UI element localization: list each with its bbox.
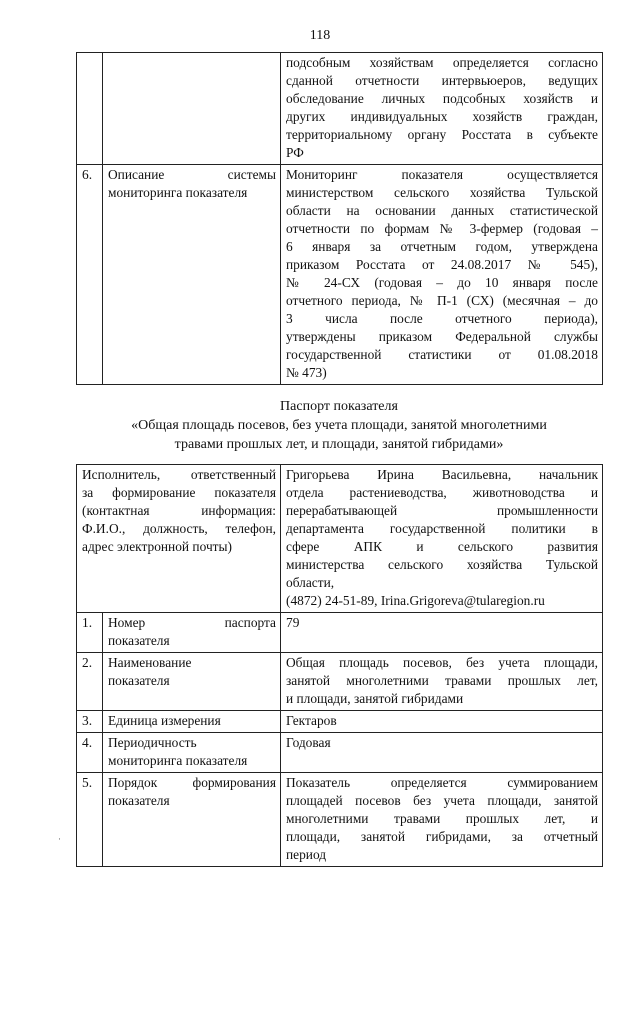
- text-line: отчетности по формам № 3-фермер (годовая –: [286, 221, 598, 236]
- table-row: [77, 613, 603, 653]
- value-cell: [281, 165, 603, 385]
- text-line: № 473): [286, 365, 327, 380]
- label-line: Номер паспорта: [108, 615, 276, 630]
- text-line: и площади, занятой гибридами: [286, 691, 464, 706]
- text-line: 79: [286, 615, 300, 630]
- label-line: Единица измерения: [108, 713, 221, 728]
- label-cell: [103, 613, 281, 653]
- label-line: показателя: [108, 793, 170, 808]
- text-line: РФ: [286, 145, 304, 160]
- label-line: Описание системы: [108, 167, 276, 182]
- text-line: территориальному органу Росстата в субъекте: [286, 127, 598, 142]
- text-line: многолетними травами прошлых лет, и: [286, 811, 598, 826]
- text-line: министерства сельского хозяйства Тульской: [286, 557, 598, 572]
- text-line: Мониторинг показателя осуществляется: [286, 167, 598, 182]
- label-cell: [103, 165, 281, 385]
- label-line: показателя: [108, 673, 170, 688]
- row-number: 4.: [77, 733, 103, 773]
- table-row: [77, 773, 603, 867]
- row-number: 2.: [77, 653, 103, 711]
- text-line: Григорьева Ирина Васильевна, начальник: [286, 467, 598, 482]
- label-line: Наименование: [108, 655, 192, 670]
- text-line: подсобным хозяйствам определяется согласно: [286, 55, 598, 70]
- passport-title: [76, 397, 602, 454]
- text-line: области на основании данных статистической: [286, 203, 598, 218]
- passport-subtitle-line: травами прошлых лет, и площади, занятой гибридами»: [174, 437, 504, 452]
- label-cell: [103, 773, 281, 867]
- text-line: обследование личных подсобных хозяйств и: [286, 91, 598, 106]
- text-line: области,: [286, 575, 335, 590]
- passport-heading: Паспорт показателя: [280, 399, 398, 414]
- value-cell: [281, 733, 603, 773]
- text-line: (4872) 24-51-89, Irina.Grigoreva@tularegion.ru: [286, 593, 545, 608]
- value-cell: [281, 613, 603, 653]
- label-cell: [103, 53, 281, 165]
- text-line: государственной статистики от 01.08.2018: [286, 347, 598, 362]
- passport-subtitle-line: «Общая площадь посевов, без учета площади, занятой многолетними: [131, 418, 547, 433]
- row-number: 3.: [77, 711, 103, 733]
- text-line: сданной отчетности интервьюеров, ведущих: [286, 73, 598, 88]
- text-line: Годовая: [286, 735, 331, 750]
- value-cell: [281, 773, 603, 867]
- continuation-table: [76, 52, 603, 385]
- text-line: отдела растениеводства, животноводства и: [286, 485, 598, 500]
- scan-mark: ·: [58, 834, 61, 844]
- text-line: Показатель определяется суммированием: [286, 775, 598, 790]
- text-line: утверждены приказом Федеральной службы: [286, 329, 598, 344]
- text-line: приказом Росстата от 24.08.2017 № 545),: [286, 257, 598, 272]
- text-line: Гектаров: [286, 713, 337, 728]
- table-row: [77, 711, 603, 733]
- label-line: показателя: [108, 633, 170, 648]
- table-row: [77, 733, 603, 773]
- label-line: Порядок формирования: [108, 775, 276, 790]
- text-line: площадей посевов без учета площади, занятой: [286, 793, 598, 808]
- label-line: Исполнитель, ответственный: [82, 467, 276, 482]
- label-line: адрес электронной почты): [82, 539, 232, 554]
- text-line: площади, занятой гибридами, за отчетный: [286, 829, 598, 844]
- num-cell: [77, 53, 103, 165]
- passport-table: [76, 464, 603, 867]
- value-cell: [281, 653, 603, 711]
- text-line: занятой многолетними травами прошлых лет,: [286, 673, 598, 688]
- text-line: отчетного периода, № П-1 (СХ) (месячная – до: [286, 293, 598, 308]
- label-line: мониторинга показателя: [108, 185, 248, 200]
- row-number: 1.: [77, 613, 103, 653]
- text-line: 6 января за отчетным годом, утверждена: [286, 239, 598, 254]
- table-row: [77, 653, 603, 711]
- text-line: Общая площадь посевов, без учета площади,: [286, 655, 598, 670]
- table-row: [77, 465, 603, 613]
- text-line: № 24-СХ (годовая – до 10 января после: [286, 275, 598, 290]
- text-line: сфере АПК и сельского развития: [286, 539, 598, 554]
- table-row: [77, 53, 603, 165]
- label-line: мониторинга показателя: [108, 753, 248, 768]
- label-cell: [103, 711, 281, 733]
- text-line: перерабатывающей промышленности: [286, 503, 598, 518]
- page-number: 118: [309, 28, 331, 43]
- label-cell: [103, 653, 281, 711]
- text-line: 3 числа после отчетного периода),: [286, 311, 598, 326]
- executor-label-cell: [77, 465, 281, 613]
- executor-value-cell: [281, 465, 603, 613]
- label-line: Ф.И.О., должность, телефон,: [82, 521, 276, 536]
- text-line: период: [286, 847, 327, 862]
- value-cell: [281, 711, 603, 733]
- label-cell: [103, 733, 281, 773]
- text-line: министерством сельского хозяйства Тульской: [286, 185, 598, 200]
- row-number: 6.: [77, 165, 103, 385]
- text-line: департамента государственной политики в: [286, 521, 598, 536]
- value-cell: [281, 53, 603, 165]
- text-line: других индивидуальных хозяйств граждан,: [286, 109, 598, 124]
- label-line: (контактная информация:: [82, 503, 276, 518]
- row-number: 5.: [77, 773, 103, 867]
- label-line: Периодичность: [108, 735, 197, 750]
- table-row: [77, 165, 603, 385]
- label-line: за формирование показателя: [82, 485, 276, 500]
